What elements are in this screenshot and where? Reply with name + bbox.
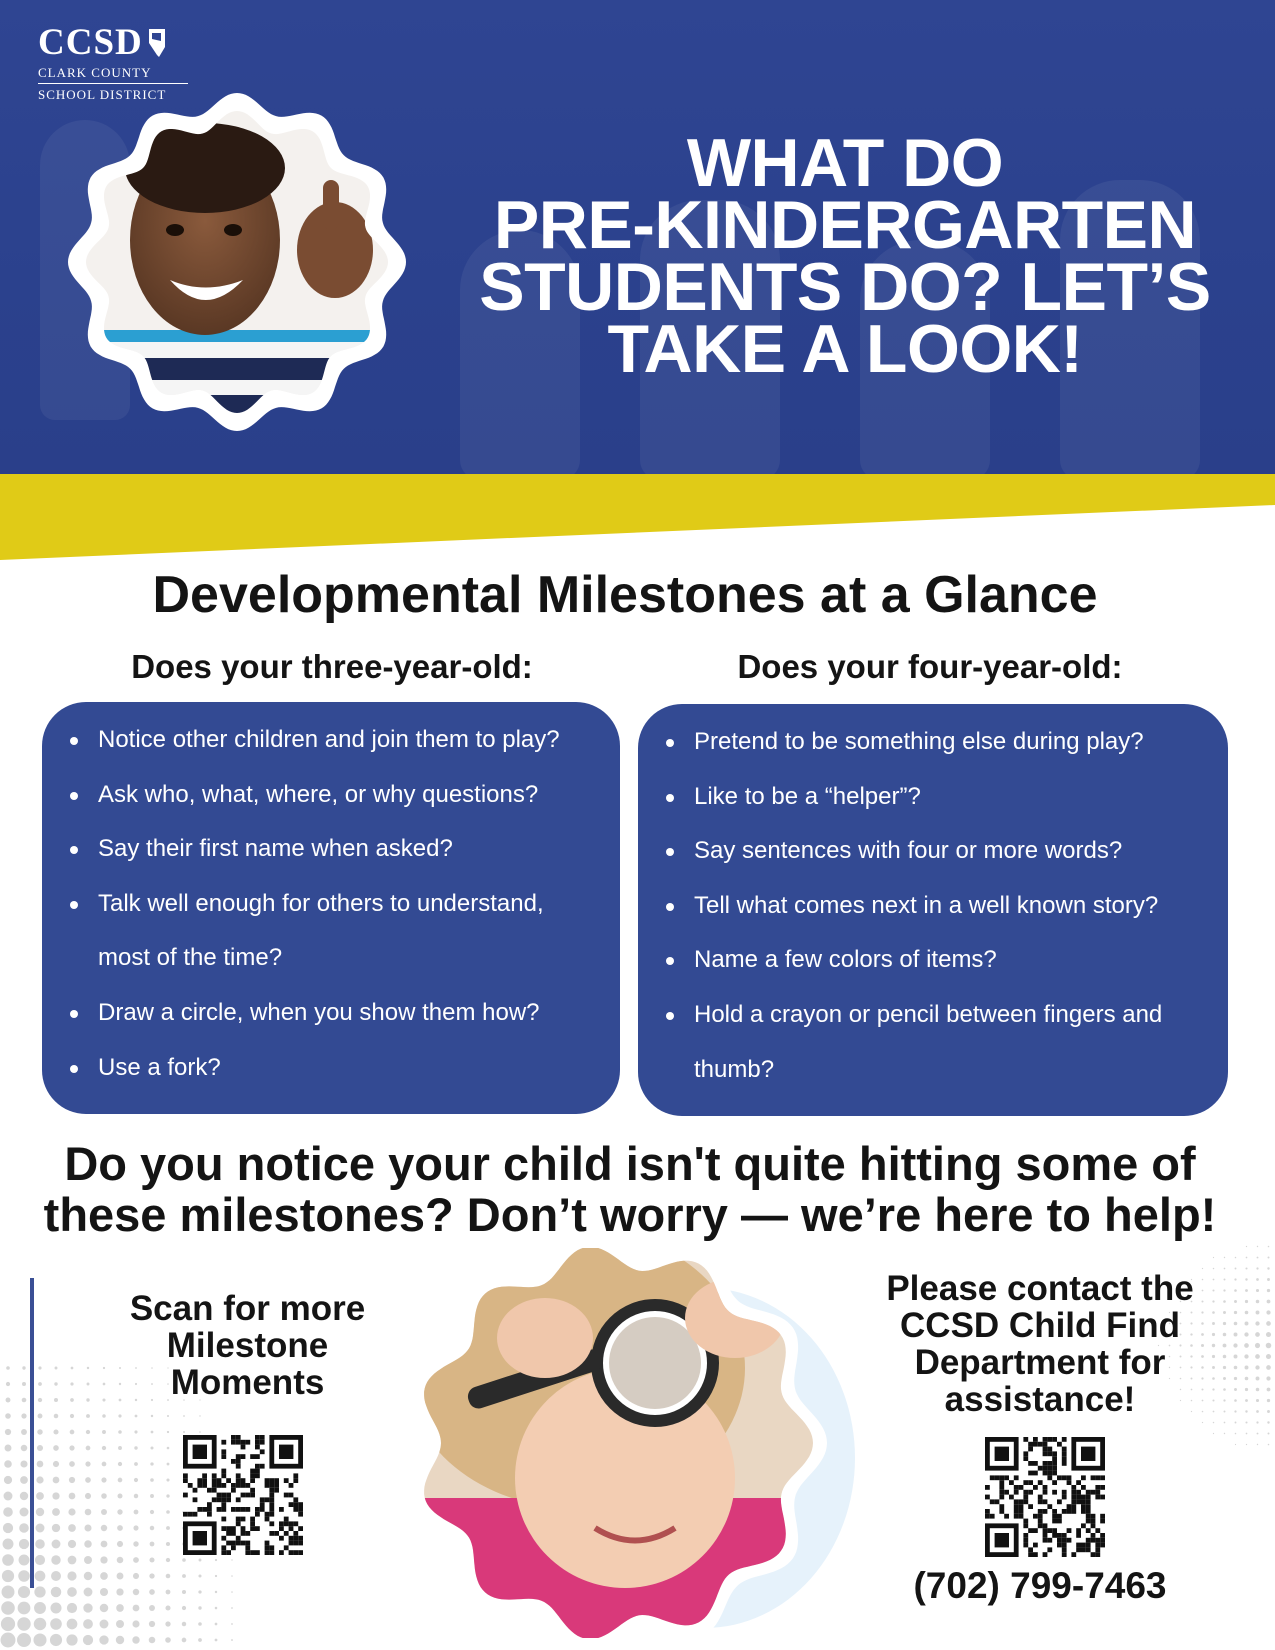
accent-divider <box>30 1278 34 1588</box>
list-item: Say their first name when asked? <box>70 822 600 877</box>
logo-line-county: CLARK COUNTY <box>38 65 188 84</box>
three-year-old-heading: Does your three-year-old: <box>131 648 533 685</box>
three-year-old-list <box>70 713 600 1095</box>
list-item: Ask who, what, where, or why questions? <box>70 768 600 823</box>
boy-photo <box>65 90 410 435</box>
phone-number[interactable]: (702) 799-7463 <box>913 1565 1167 1606</box>
list-item: Tell what comes next in a well known story? <box>666 879 1208 934</box>
logo-wordmark <box>38 24 188 62</box>
logo-main-text: CCSD <box>38 22 143 63</box>
list-item: Name a few colors of items? <box>666 933 1208 988</box>
list-item: Draw a circle, when you show them how? <box>70 986 600 1041</box>
help-callout-line: Do you notice your child isn't quite hitting some of <box>64 1137 1196 1190</box>
list-item: Like to be a “helper”? <box>666 770 1208 825</box>
hero-title-line: WHAT DO <box>686 125 1004 201</box>
list-item: Notice other children and join them to play? <box>70 713 600 768</box>
hero-title-line: PRE-KINDERGARTEN <box>493 187 1197 263</box>
list-item: Pretend to be something else during play? <box>666 715 1208 770</box>
section-title: Developmental Milestones at a Glance <box>152 566 1098 624</box>
four-year-old-list <box>666 715 1208 1097</box>
scan-caption: Scan for more Milestone Moments <box>129 1289 366 1402</box>
hero-title-line: STUDENTS DO? LET’S <box>479 249 1211 325</box>
four-year-old-card <box>638 704 1228 1116</box>
qr-code-icon[interactable] <box>985 1437 1105 1557</box>
hero-title <box>440 125 1250 387</box>
list-item: Say sentences with four or more words? <box>666 824 1208 879</box>
contact-caption: Please contact the CCSD Child Find Department for assistance! <box>886 1269 1194 1419</box>
list-item: Talk well enough for others to understand, most of the time? <box>70 877 600 986</box>
hero-title-line: TAKE A LOOK! <box>607 311 1083 387</box>
four-year-old-heading: Does your four-year-old: <box>737 648 1123 685</box>
qr-code-icon[interactable] <box>183 1435 303 1555</box>
logo-line-district: SCHOOL DISTRICT <box>38 87 167 102</box>
list-item: Use a fork? <box>70 1041 600 1096</box>
list-item: Hold a crayon or pencil between fingers and thumb? <box>666 988 1208 1097</box>
help-callout-line: these milestones? Don’t worry — we’re here to help! <box>43 1188 1217 1241</box>
three-year-old-card <box>42 702 620 1114</box>
boy-photo-badge <box>65 90 410 435</box>
nevada-state-icon <box>147 27 167 59</box>
help-callout <box>0 1138 1260 1240</box>
girl-photo-badge <box>405 1248 855 1638</box>
